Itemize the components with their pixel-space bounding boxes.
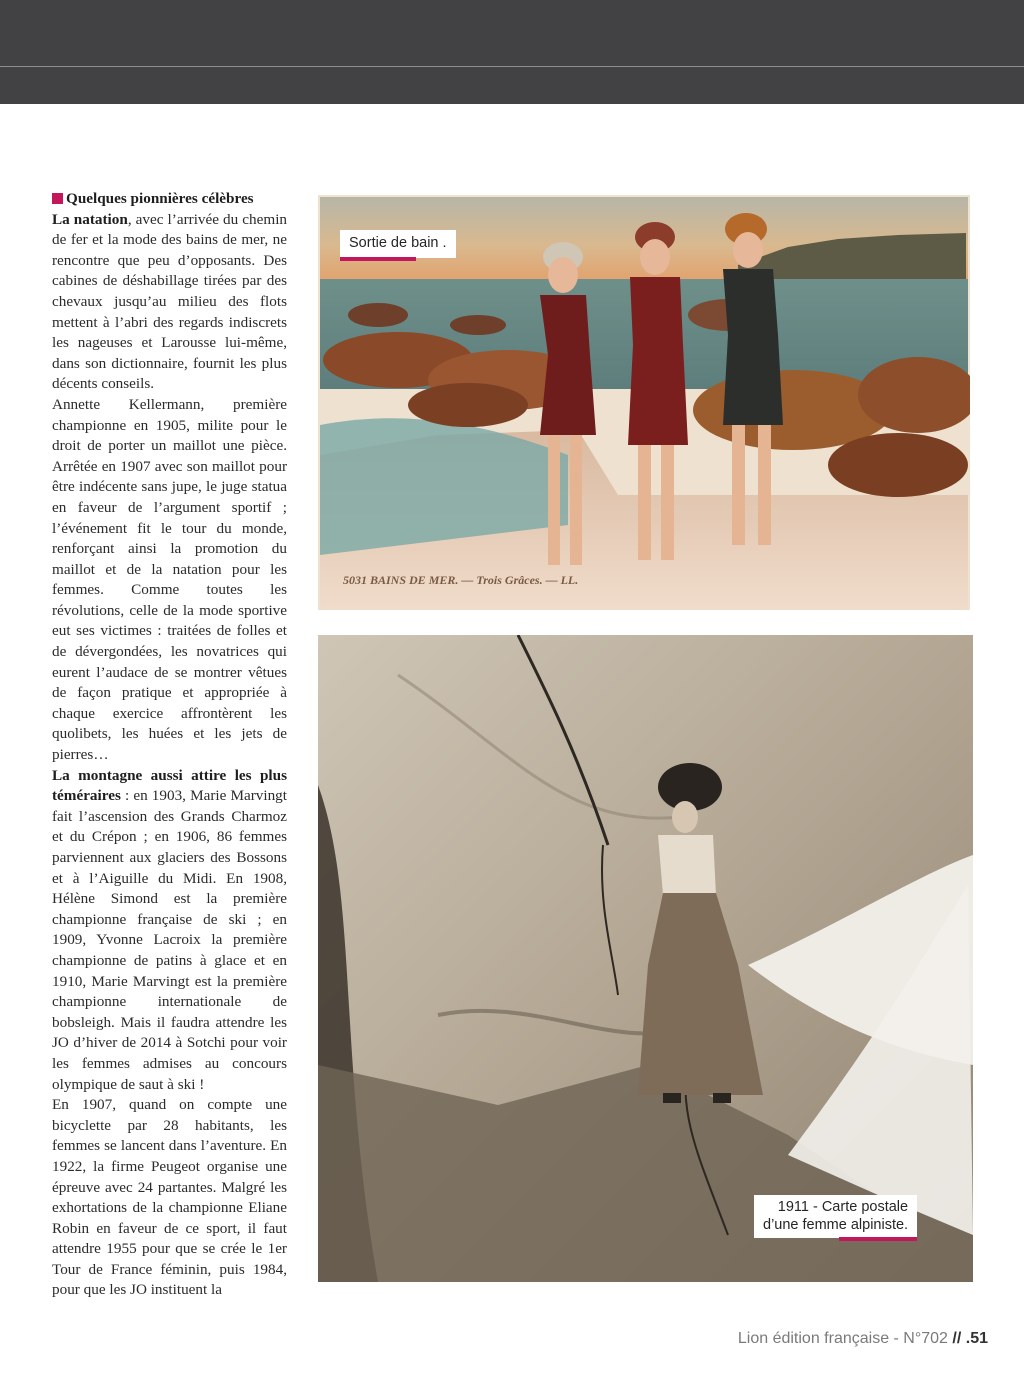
section-marker-icon — [52, 193, 63, 204]
caption-alpinist-line2: d’une femme alpiniste. — [763, 1217, 909, 1233]
top-band — [0, 0, 1024, 104]
paragraph-montagne-body: : en 1903, Marie Marvingt fait l’ascension des Grands Charmoz et du Crépon ; en 1906, 86 femmes parviennent aux glaciers des Bossons et à l’Aiguille du Midi. En 1908, Hélène Simond est la première championne française de ski ; en 1909, Yvonne Lacroix la première championne de patins à glace et en 1910, Marie Marvingt est la première championne internationale de bobsleigh. Mais il faudra attendre les JO d’hiver de 2014 à Sotchi pour voir les femmes admises au concours olympique de saut à ski ! — [52, 787, 287, 1093]
caption-swimmers-accent — [340, 257, 416, 261]
top-band-rule — [0, 66, 1024, 67]
paragraph-kellermann: Annette Kellermann, première championne en 1905, milite pour le droit de porter un maillot une pièce. Arrêtée en 1907 avec son maillot pour être indécente sans jupe, le juge statua en faveur de l’argument sportif ; l’événement fit le tour du monde, renforçant ainsi la promotion du maillot et de la natation pour les femmes. Comme toutes les révolutions, celle de la mode sportive eut ses victimes : traitées de folles et de dévergondées, les novatrices qui eurent l’audace de se montrer vêtues de façon pratique et appropriée à chaque exercice affrontèrent les quolibets, les huées et les jets de pierres… — [52, 395, 287, 764]
section-heading — [52, 189, 287, 210]
caption-swimmers-text: Sortie de bain . — [349, 235, 447, 251]
page-footer — [738, 1330, 988, 1348]
paragraph-natation-body: , avec l’arrivée du chemin de fer et la mode des bains de mer, ne rencontre que peu d’opposants. Des cabines de déshabillage tirées par des chevaux jusqu’au milieu des flots mettent à l’abri des regards indiscrets les nageuses et Larousse lui-même, dans son dictionnaire, fournit les plus décents conseils. — [52, 210, 288, 393]
caption-alpinist — [754, 1195, 917, 1238]
postcard-legend: 5031 BAINS DE MER. — Trois Grâces. — LL. — [343, 573, 579, 587]
caption-swimmers — [340, 230, 456, 258]
footer-publication: Lion édition française - N°702 — [737, 1330, 948, 1347]
article-text-column — [52, 189, 287, 1301]
page-number: .51 — [965, 1330, 988, 1347]
paragraph-montagne — [52, 766, 287, 1096]
caption-alpinist-line1: 1911 - Carte postale — [777, 1199, 909, 1215]
section-heading-text: Quelques pionnières célèbres — [66, 190, 254, 207]
paragraph-natation — [52, 210, 287, 395]
paragraph-natation-lead: La natation — [52, 210, 128, 228]
paragraph-montagne-lead: La montagne aussi attire les plus téméraires — [52, 766, 287, 805]
photo-alpinist — [318, 635, 973, 1282]
footer-separator: // — [952, 1330, 962, 1347]
paragraph-cyclisme: En 1907, quand on compte une bicyclette par 28 habitants, les femmes se lancent dans l’aventure. En 1922, la firme Peugeot organise une épreuve avec 24 partantes. Malgré les exhortations de la championne Eliane Robin en faveur de ce sport, il faut attendre 1955 pour que se crée le 1er Tour de France féminin, puis 1984, pour que les JO instituent la — [52, 1096, 287, 1299]
caption-alpinist-accent — [839, 1237, 917, 1241]
